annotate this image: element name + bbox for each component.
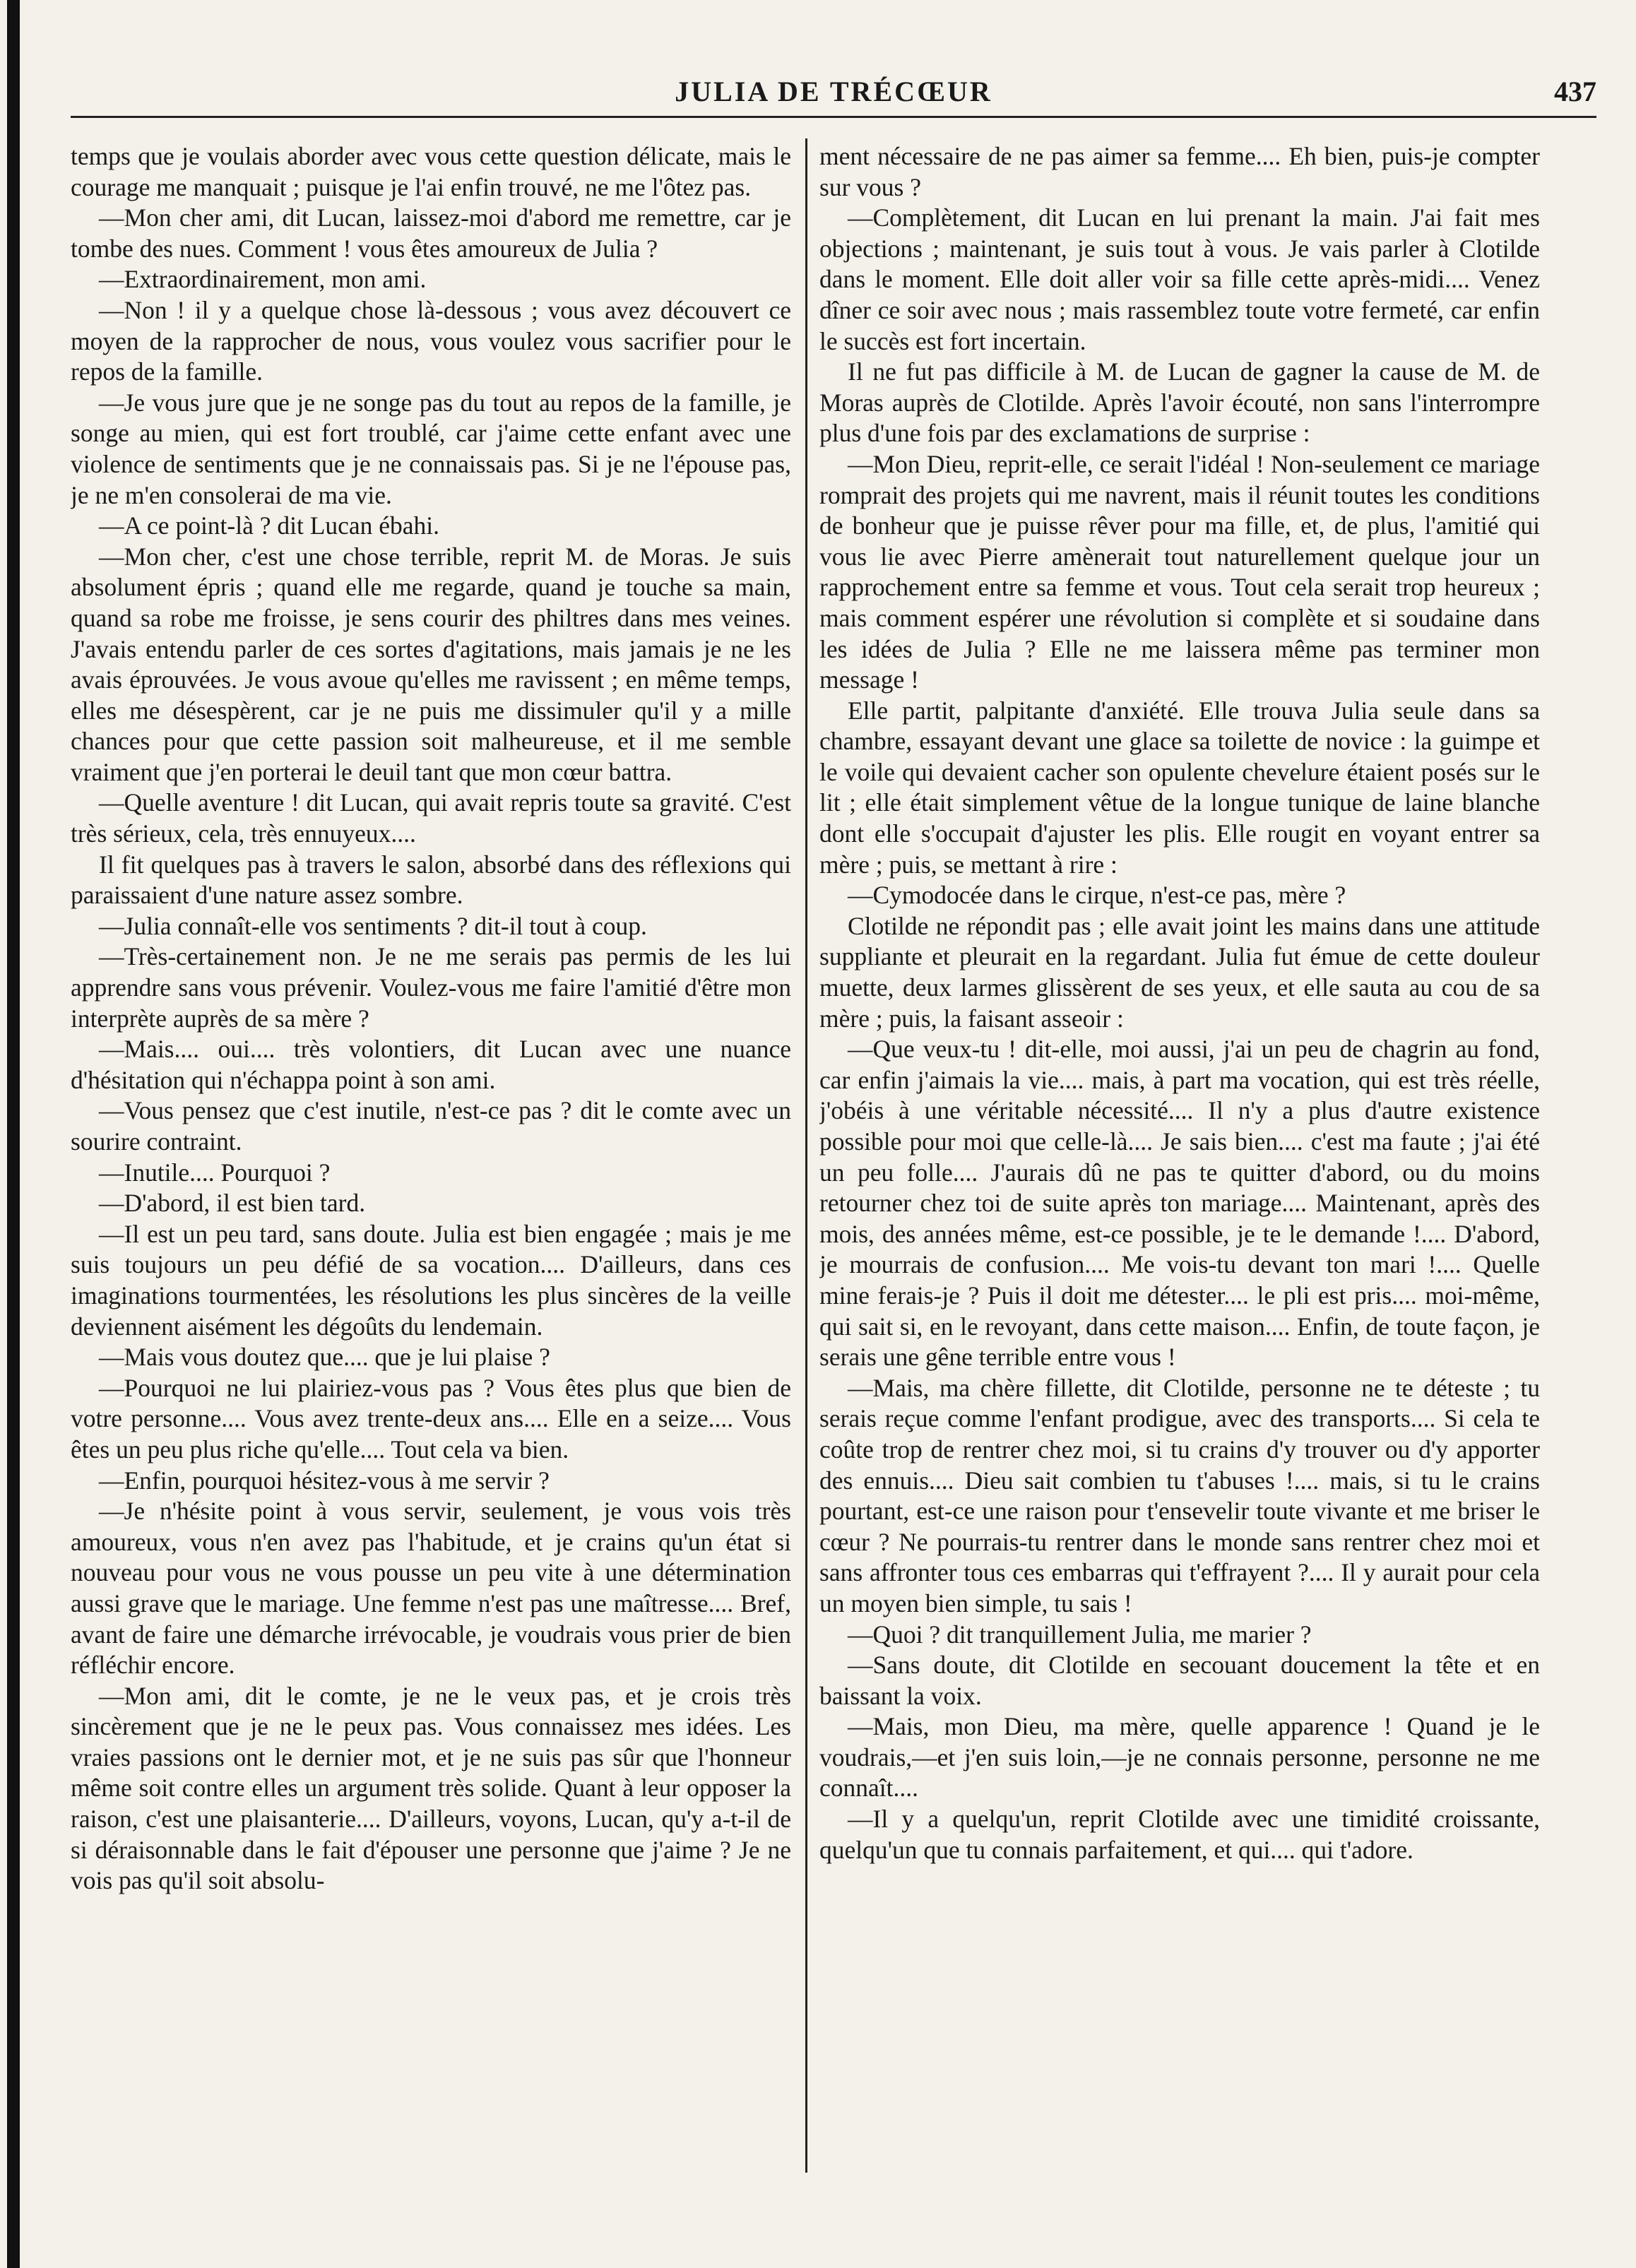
paragraph: —Julia connaît-elle vos sentiments ? dit-il tout à coup. xyxy=(99,911,647,940)
paragraph: —Mais vous doutez que.... que je lui plaise ? xyxy=(99,1343,550,1372)
left-column xyxy=(71,141,791,2175)
binding-edge xyxy=(7,0,20,2268)
paragraph: —Mais, ma chère fillette, dit Clotilde, personne ne te déteste ; tu serais reçue comme l'enfant prodigue, avec des transports.... Si cela te coûte trop de rentrer chez moi, si tu crains d'y trouver ou d'y apporter des ennuis.... Dieu sait combien tu t'abuses !.... mais, si tu le crains pourtant, est-ce une raison pour t'ensevelir toute vivante et me briser le cœur ? Ne pourrais-tu rentrer dans le monde sans rentrer chez moi et sans affronter tous ces embarras qui t'effrayent ?.... Il y aurait pour cela un moyen bien simple, tu sais ! xyxy=(819,1373,1540,1617)
page-number: 437 xyxy=(1554,76,1596,107)
paragraph: —D'abord, il est bien tard. xyxy=(99,1189,366,1218)
paragraph: —Quelle aventure ! dit Lucan, qui avait repris toute sa gravité. C'est très sérieux, cela, très ennuyeux.... xyxy=(71,788,791,848)
paragraph: —Très-certainement non. Je ne me serais pas permis de les lui apprendre sans vous prévenir. Voulez-vous me faire l'amitié d'être mon interprète auprès de sa mère ? xyxy=(71,942,791,1033)
paragraph: —Sans doute, dit Clotilde en secouant doucement la tête et en baissant la voix. xyxy=(819,1651,1540,1710)
paragraph: —Mon cher ami, dit Lucan, laissez-moi d'abord me remettre, car je tombe des nues. Comment ! vous êtes amoureux de Julia ? xyxy=(71,203,791,263)
paragraph: ment nécessaire de ne pas aimer sa femme.... Eh bien, puis-je compter sur vous ? xyxy=(819,142,1540,201)
paragraph: Il ne fut pas difficile à M. de Lucan de gagner la cause de M. de Moras auprès de Clotilde. Après l'avoir écouté, non sans l'interrompre plus d'une fois par des exclamations de surprise : xyxy=(819,357,1540,448)
paragraph: —Vous pensez que c'est inutile, n'est-ce pas ? dit le comte avec un sourire contraint. xyxy=(71,1096,791,1156)
paragraph: —Enfin, pourquoi hésitez-vous à me servir ? xyxy=(99,1466,550,1495)
paragraph: —Mais, mon Dieu, ma mère, quelle apparence ! Quand je le voudrais,—et j'en suis loin,—je ne connais personne, personne ne me connaît.... xyxy=(819,1712,1540,1803)
paragraph: —Mon ami, dit le comte, je ne le veux pas, et je crois très sincèrement que je ne le peux pas. Vous connaissez mes idées. Les vraies passions ont le dernier mot, et je ne suis pas sûr que l'honneur même soit contre elles un argument très solide. Quant à leur opposer la raison, c'est une plaisanterie.... D'ailleurs, voyons, Lucan, qu'y a-t-il de si déraisonnable dans le fait d'épouser une personne que j'aime ? Je ne vois pas qu'il soit absolu- xyxy=(71,1681,791,1895)
paragraph: —Inutile.... Pourquoi ? xyxy=(99,1158,331,1187)
paragraph: —Cymodocée dans le cirque, n'est-ce pas, mère ? xyxy=(848,881,1346,910)
right-column xyxy=(819,141,1540,2175)
page-header xyxy=(71,71,1596,127)
header-rule xyxy=(71,116,1596,118)
paragraph: —Il y a quelqu'un, reprit Clotilde avec une timidité croissante, quelqu'un que tu connais parfaitement, et qui.... qui t'adore. xyxy=(819,1805,1540,1864)
running-title: JULIA DE TRÉCŒUR xyxy=(675,76,992,107)
paragraph: —Je n'hésite point à vous servir, seulement, je vous vois très amoureux, vous n'en avez pas l'habitude, et je crains qu'un état si nouveau pour vous ne vous pousse un peu vite à une détermination aussi grave que le mariage. Une femme n'est pas une maîtresse.... Bref, avant de faire une démarche irrévocable, je voudrais vous prier de bien réfléchir encore. xyxy=(71,1497,791,1680)
paragraph: Il fit quelques pas à travers le salon, absorbé dans des réflexions qui paraissaient d'une nature assez sombre. xyxy=(71,850,791,910)
paragraph: —Mon cher, c'est une chose terrible, reprit M. de Moras. Je suis absolument épris ; quand elle me regarde, quand je touche sa main, quand sa robe me froisse, je sens courir des philtres dans mes veines. J'avais entendu parler de ces sortes d'agitations, mais jamais je ne les avais éprouvées. Je vous avoue qu'elles me ravissent ; en même temps, elles me désespèrent, car je ne puis me dissimuler qu'il y a mille chances pour que cette passion soit malheureuse, et il me semble vraiment que j'en porterai le deuil tant que mon cœur battra. xyxy=(71,542,791,786)
paragraph: —Il est un peu tard, sans doute. Julia est bien engagée ; mais je me suis toujours un peu défié de sa vocation.... D'ailleurs, dans ces imaginations tourmentées, les résolutions les plus sincères de la veille deviennent aisément les dégoûts du lendemain. xyxy=(71,1219,791,1341)
paragraph: temps que je voulais aborder avec vous cette question délicate, mais le courage me manquait ; puisque je l'ai enfin trouvé, ne me l'ôtez pas. xyxy=(71,142,791,201)
paragraph: Elle partit, palpitante d'anxiété. Elle trouva Julia seule dans sa chambre, essayant devant une glace sa toilette de novice : la guimpe et le voile qui devaient cacher son opulente chevelure étaient posés sur le lit ; elle était simplement vêtue de la longue tunique de laine blanche dont elle s'occupait d'ajuster les plis. Elle rougit en voyant entrer sa mère ; puis, se mettant à rire : xyxy=(819,696,1540,879)
paragraph: —Que veux-tu ! dit-elle, moi aussi, j'ai un peu de chagrin au fond, car enfin j'aimais la vie.... mais, à part ma vocation, qui est très réelle, j'obéis à une véritable nécessité.... Il n'y a plus d'autre existence possible pour moi que celle-là.... Je sais bien.... c'est ma faute ; j'ai été un peu folle.... J'aurais dû ne pas te quitter d'abord, ou du moins retourner chez toi de suite après ton mariage.... Maintenant, après des mois, des années même, est-ce possible, je te le demande !.... D'abord, je mourrais de confusion.... Me vois-tu devant ton mari !.... Quelle mine ferais-je ? Puis il doit me détester.... le pli est pris.... moi-même, qui sait si, en le revoyant, dans cette maison.... Enfin, de toute façon, je serais une gêne terrible entre vous ! xyxy=(819,1035,1540,1372)
paragraph: —Complètement, dit Lucan en lui prenant la main. J'ai fait mes objections ; maintenant, je suis tout à vous. Je vais parler à Clotilde dans le moment. Elle doit aller voir sa fille cette après-midi.... Venez dîner ce soir avec nous ; mais rassemblez toute votre fermeté, car enfin le succès est fort incertain. xyxy=(819,203,1540,355)
paragraph: —Non ! il y a quelque chose là-dessous ; vous avez découvert ce moyen de la rapprocher de nous, vous voulez vous sacrifier pour le repos de la famille. xyxy=(71,295,791,386)
paragraph: —Pourquoi ne lui plairiez-vous pas ? Vous êtes plus que bien de votre personne.... Vous avez trente-deux ans.... Elle en a seize.... Vous êtes un peu plus riche qu'elle.... Tout cela va bien. xyxy=(71,1373,791,1463)
paragraph: —A ce point-là ? dit Lucan ébahi. xyxy=(99,511,440,540)
column-divider xyxy=(805,138,807,2173)
paragraph: —Extraordinairement, mon ami. xyxy=(99,265,427,294)
paragraph: —Mon Dieu, reprit-elle, ce serait l'idéal ! Non-seulement ce mariage romprait des projets qui me navrent, mais il réunit toutes les conditions de bonheur que je puisse rêver pour ma fille, et, de plus, l'amitié qui vous lie avec Pierre amènerait tout naturellement quelque jour un rapprochement entre sa femme et vous. Tout cela serait trop heureux ; mais comment espérer une révolution si complète et si soudaine dans les idées de Julia ? Elle ne me laissera même pas terminer mon message ! xyxy=(819,449,1540,694)
paragraph: Clotilde ne répondit pas ; elle avait joint les mains dans une attitude suppliante et pleurait en la regardant. Julia fut émue de cette douleur muette, deux larmes glissèrent de ses yeux, et elle sauta au cou de sa mère ; puis, la faisant asseoir : xyxy=(819,911,1540,1033)
paragraph: —Je vous jure que je ne songe pas du tout au repos de la famille, je songe au mien, qui est fort troublé, car j'aime cette enfant avec une violence de sentiments que je ne connaissais pas. Si je ne l'épouse pas, je ne m'en consolerai de ma vie. xyxy=(71,388,791,509)
paragraph: —Quoi ? dit tranquillement Julia, me marier ? xyxy=(848,1620,1312,1649)
paragraph: —Mais.... oui.... très volontiers, dit Lucan avec une nuance d'hésitation qui n'échappa point à son ami. xyxy=(71,1035,791,1094)
